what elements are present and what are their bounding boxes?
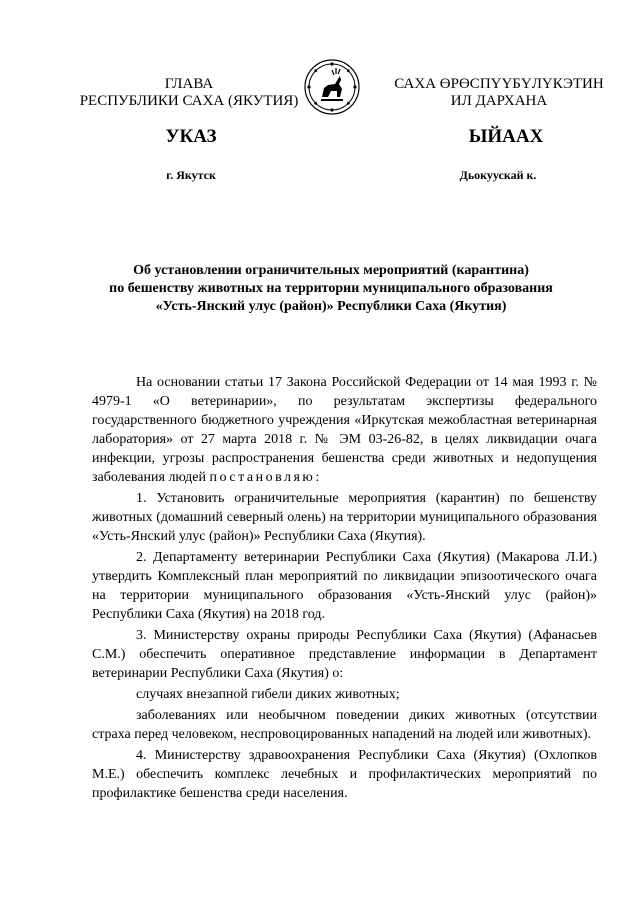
item-3b: заболеваниях или необычном поведении диких животных (отсутствии страха перед человеком, неспровоцированных нападений на людей или животных). bbox=[92, 708, 597, 742]
document-title-line3: «Усть-Янский улус (район)» Республики Саха (Якутия) bbox=[155, 299, 507, 314]
decree-word: постановляю: bbox=[209, 470, 322, 485]
intro-text: На основании статьи 17 Закона Российской Федерации от 14 мая 1993 г. № 4979-1 «О ветеринарии», по результатам экспертизы федерального государственного бюджетного учреждения «Иркутская межобластная ветеринарная лаборатория» от 27 марта 2018 г. № ЭМ 03-26-82, в целях ликвидации очага инфекции, угрозы распространения бешенства среди животных и недопущения заболевания людей bbox=[92, 375, 597, 485]
title-yiyaakh: ЫЙААХ bbox=[468, 126, 544, 147]
item-1: 1. Установить ограничительные мероприятия (карантин) по бешенству животных (домашний северный олень) на территории муниципального образования «Усть-Янский улус (район)» Республики Саха (Якутия). bbox=[92, 491, 597, 544]
item-3a: случаях внезапной гибели диких животных; bbox=[136, 687, 400, 702]
coat-of-arms-icon bbox=[304, 59, 360, 115]
item-2: 2. Департаменту ветеринарии Республики Саха (Якутия) (Макарова Л.И.) утвердить Комплексный план мероприятий по ликвидации эпизоотического очага на территории муниципального образования «Усть-Янский улус (район)» Республики Саха (Якутия) на 2018 год. bbox=[92, 550, 597, 622]
header-left-line2: РЕСПУБЛИКИ САХА (ЯКУТИЯ) bbox=[79, 93, 299, 109]
header-left bbox=[64, 76, 314, 110]
header-right bbox=[374, 76, 624, 110]
title-ukaz: УКАЗ bbox=[165, 126, 217, 147]
header-left-line1: ГЛАВА bbox=[164, 76, 214, 92]
header-right-line2: ИЛ ДАРХАНА bbox=[450, 93, 548, 109]
document-title-line1: Об установлении ограничительных мероприятий (карантина) bbox=[133, 263, 529, 278]
city-yakutsk: г. Якутск bbox=[166, 168, 216, 182]
document-body bbox=[92, 373, 597, 805]
document-title bbox=[70, 262, 592, 316]
intro-paragraph bbox=[92, 373, 597, 487]
city-dyokuuskai: Дьокуускай к. bbox=[459, 168, 537, 182]
header-right-line1: САХА ӨРӨСПҮҮБҮЛҮКЭТИН bbox=[394, 76, 604, 92]
item-4: 4. Министерству здравоохранения Республики Саха (Якутия) (Охлопков М.Е.) обеспечить комплекс лечебных и профилактических мероприятий по профилактике бешенства среди населения. bbox=[92, 748, 597, 801]
document-title-line2: по бешенству животных на территории муниципального образования bbox=[109, 281, 553, 296]
item-3: 3. Министерству охраны природы Республики Саха (Якутия) (Афанасьев С.М.) обеспечить оперативное представление информации в Департамент ветеринарии Республики Саха (Якутия) о: bbox=[92, 628, 597, 681]
